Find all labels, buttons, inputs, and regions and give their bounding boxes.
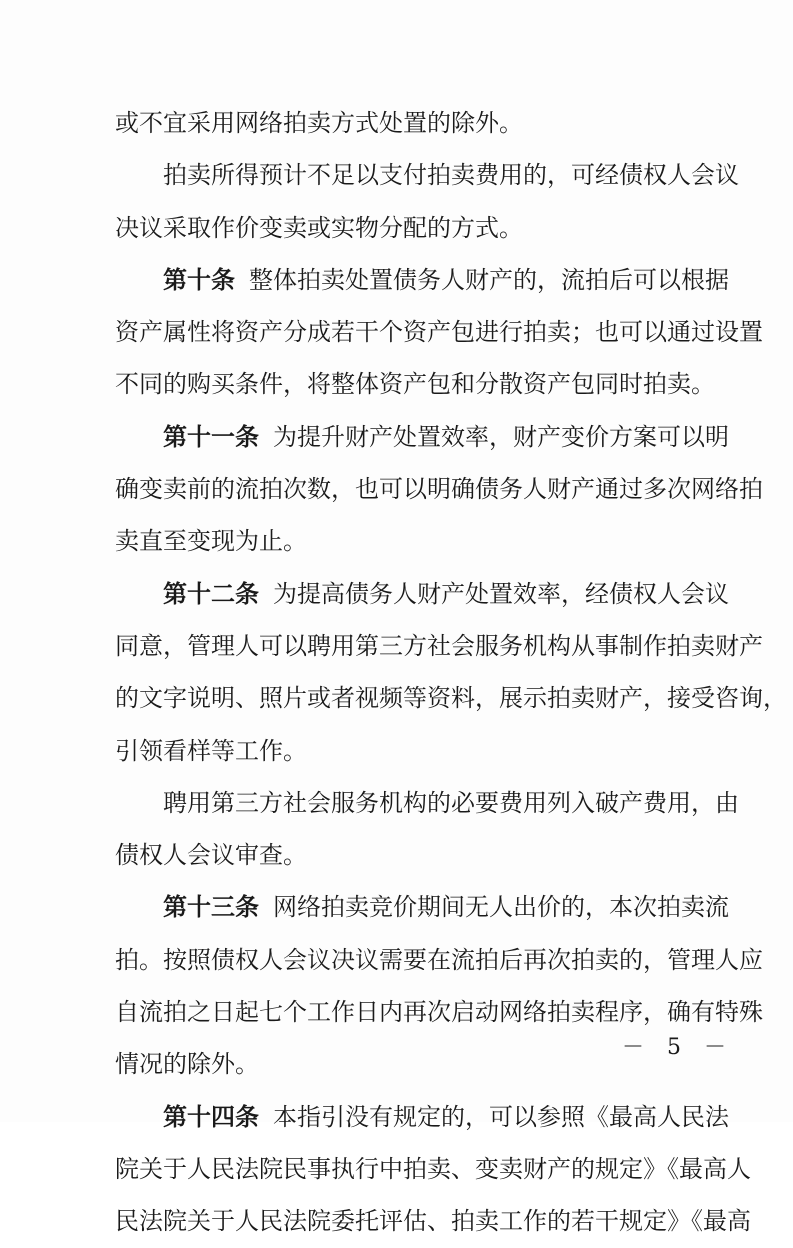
paragraph-line: 民法院关于人民法院委托评估、拍卖工作的若干规定》《最高 [115,1207,751,1236]
paragraph-line: 拍。按照债权人会议决议需要在流拍后再次拍卖的，管理人应 [115,945,763,974]
paragraph-line: 本指引没有规定的，可以参照《最高人民法 [273,1102,729,1131]
paragraph-line: 决议采取作价变卖或实物分配的方式。 [115,213,523,242]
article-number: 第十条 [163,265,235,294]
article-number: 第十三条 [163,893,259,922]
article-13-first-line [115,881,729,933]
paragraph-line: 情况的除外。 [115,1050,259,1079]
article-number: 第十二条 [163,579,259,608]
paragraph-line: 卖直至变现为止。 [115,527,307,556]
paragraph-line: 引领看样等工作。 [115,736,307,765]
article-12-first-line [115,568,729,620]
paragraph-line: 院关于人民法院民事执行中拍卖、变卖财产的规定》《最高人 [115,1154,751,1183]
paragraph-line: 自流拍之日起七个工作日内再次启动网络拍卖程序，确有特殊 [115,998,763,1027]
paragraph-line: 网络拍卖竞价期间无人出价的，本次拍卖流 [273,893,729,922]
paragraph-line: 同意，管理人可以聘用第三方社会服务机构从事制作拍卖财产 [115,631,763,660]
article-11-first-line [115,411,729,463]
paragraph-line: 确变卖前的流拍次数，也可以明确债务人财产通过多次网络拍 [115,475,763,504]
paragraph-line: 资产属性将资产分成若干个资产包进行拍卖；也可以通过设置 [115,318,763,347]
paragraph-line: 债权人会议审查。 [115,841,307,870]
paragraph-line: 为提高债务人财产处置效率，经债权人会议 [273,579,729,608]
page-number: － 5 － [622,1035,734,1060]
paragraph-line: 为提升财产处置效率，财产变价方案可以明 [273,422,729,451]
paragraph-line: 整体拍卖处置债务人财产的，流拍后可以根据 [249,265,729,294]
paragraph-line: 的文字说明、照片或者视频等资料，展示拍卖财产，接受咨询， [115,684,787,713]
paragraph-line: 聘用第三方社会服务机构的必要费用列入破产费用，由 [163,788,739,817]
article-number: 第十四条 [163,1102,259,1131]
paragraph-line: 拍卖所得预计不足以支付拍卖费用的，可经债权人会议 [163,161,739,190]
article-10-first-line [115,254,729,306]
article-14-first-line [115,1091,729,1143]
article-number: 第十一条 [163,422,259,451]
body-text [115,97,787,1248]
paragraph-line: 或不宜采用网络拍卖方式处置的除外。 [115,109,523,137]
paragraph-line: 不同的购买条件，将整体资产包和分散资产包同时拍卖。 [115,370,715,399]
